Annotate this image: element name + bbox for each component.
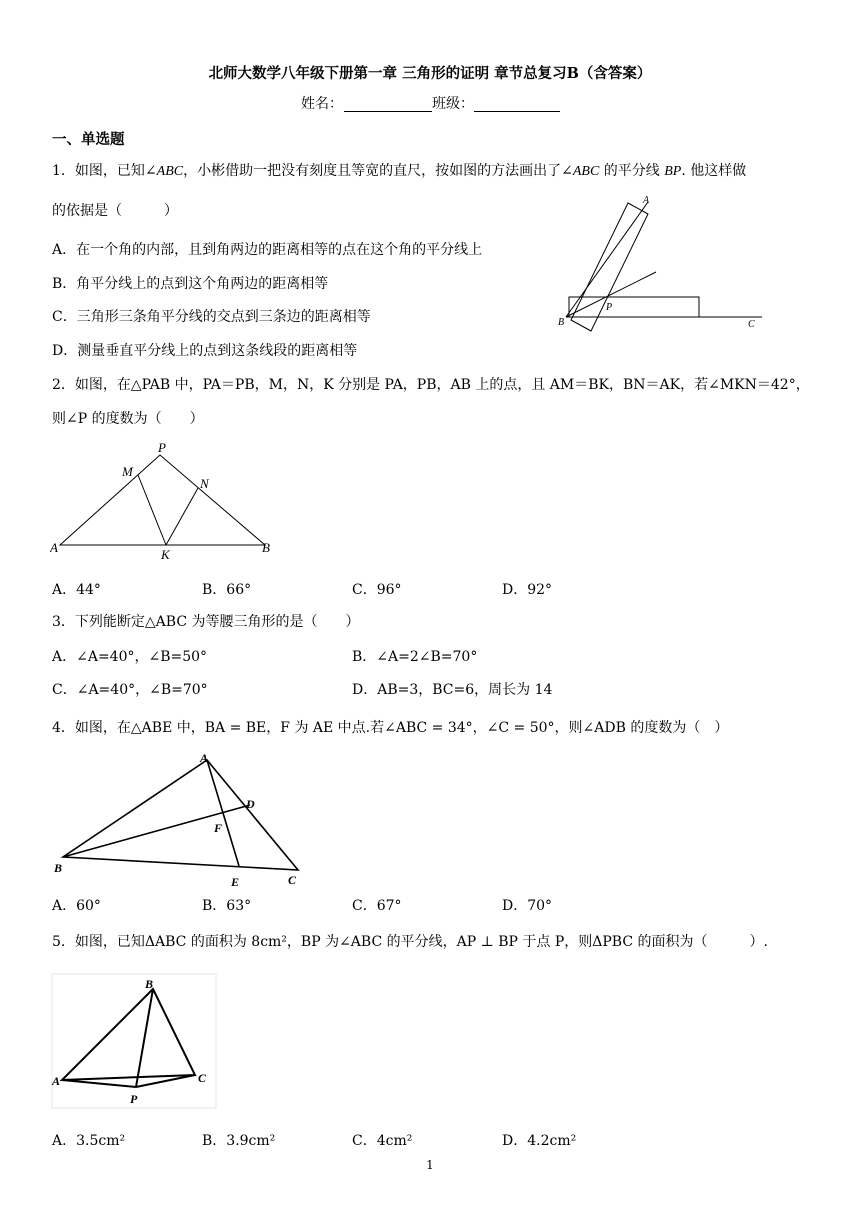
q1-label-p: P [606, 302, 613, 313]
q1-option-a[interactable]: A．在一个角的内部，且到角两边的距离相等的点在这个角的平分线上 [52, 242, 483, 258]
q5-label-c: C [198, 1071, 207, 1085]
q2-option-d[interactable]: D．92° [502, 582, 553, 598]
q4-option-b[interactable]: B．63° [202, 898, 252, 914]
q2-label-k: K [161, 547, 170, 562]
q4-option-c[interactable]: C．67° [352, 898, 402, 914]
name-blank[interactable] [344, 111, 432, 112]
q5-label-a: A [52, 1074, 61, 1088]
q5-label-p: P [130, 1092, 138, 1106]
q1-figure [556, 190, 766, 335]
q2-triangle-pab [60, 455, 265, 545]
q2-option-c[interactable]: C．96° [352, 582, 402, 598]
q1-option-c[interactable]: C．三角形三条角平分线的交点到三条边的距离相等 [52, 309, 371, 325]
q4-figure [50, 750, 310, 890]
q1-bp: BP [664, 164, 682, 179]
q5-figure [50, 972, 220, 1112]
q1-line2: 的依据是（ ） [52, 203, 178, 219]
q2-option-a[interactable]: A．44° [52, 582, 101, 598]
q4-option-d[interactable]: D．70° [502, 898, 553, 914]
q2-label-n: N [200, 476, 209, 491]
q2-label-m: M [122, 464, 133, 479]
q1-text-a: 如图，已知∠ [74, 163, 157, 179]
q2-line2: 则∠P 的度数为（ ） [52, 411, 204, 427]
q4-option-a[interactable]: A．60° [52, 898, 101, 914]
q5-option-a[interactable]: A．3.5cm² [52, 1133, 126, 1149]
q1-abc1: ABC [156, 164, 184, 179]
q1-abc2: ABC [572, 164, 600, 179]
q3-option-c[interactable]: C．∠A=40°，∠B=70° [52, 682, 208, 698]
q5-option-b[interactable]: B．3.9cm² [202, 1133, 276, 1149]
q5-figure-frame [52, 974, 216, 1108]
q4-label-d: D [246, 797, 255, 811]
section-heading: 一、单选题 [52, 131, 125, 148]
q1-text-d: . 他这样做 [681, 163, 747, 179]
q4-label-e: E [231, 875, 240, 889]
q5-line1: 5．如图，已知ΔABC 的面积为 8cm²，BP 为∠ABC 的平分线，AP ⊥ BP 于点 P，则ΔPBC 的面积为（ ）. [52, 934, 768, 950]
q3-option-d[interactable]: D．AB=3，BC=6，周长为 14 [352, 682, 553, 698]
q4-label-c: C [288, 873, 297, 887]
q4-label-a: A [200, 751, 209, 765]
q1-num: 1． [52, 163, 75, 179]
q1-line1 [52, 161, 746, 182]
q2-segment-nk [166, 488, 198, 545]
q4-label-b: B [54, 861, 63, 875]
class-blank[interactable] [474, 111, 560, 112]
q1-ray-ba [566, 202, 648, 317]
name-label: 姓名： [301, 96, 343, 112]
q2-label-b: B [262, 540, 270, 555]
q1-label-a: A [643, 195, 650, 206]
q1-text-c: 的平分线 [599, 163, 665, 179]
q2-line1: 2．如图，在△PAB 中，PA＝PB，M，N，K 分别是 PA，PB，AB 上的点，且 AM＝BK，BN＝AK，若∠MKN＝42°， [52, 377, 810, 393]
q5-option-c[interactable]: C．4cm² [352, 1133, 413, 1149]
q1-label-c: C [748, 319, 755, 330]
q1-ruler-horizontal [569, 297, 699, 317]
q5-triangle-abc [62, 989, 195, 1080]
q1-label-b: B [558, 317, 565, 328]
q1-option-b[interactable]: B．角平分线上的点到这个角两边的距离相等 [52, 276, 329, 292]
q2-label-a: A [50, 540, 58, 555]
q1-text-b: ，小彬借助一把没有刻度且等宽的直尺，按如图的方法画出了∠ [183, 163, 573, 179]
q1-option-d[interactable]: D．测量垂直平分线上的点到这条线段的距离相等 [52, 343, 358, 359]
page-title: 北师大数学八年级下册第一章 三角形的证明 章节总复习B（含答案） [208, 65, 652, 82]
q4-triangle-abc [63, 760, 298, 870]
q4-line1: 4．如图，在△ABE 中，BA = BE，F 为 AE 中点.若∠ABC = 34°，∠C = 50°，则∠ADB 的度数为（ ） [52, 720, 729, 736]
page-number: 1 [426, 1158, 434, 1172]
q5-option-d[interactable]: D．4.2cm² [502, 1133, 577, 1149]
q2-figure [50, 438, 280, 563]
q2-option-b[interactable]: B．66° [202, 582, 252, 598]
class-label: 班级： [432, 96, 474, 112]
q5-label-b: B [145, 977, 154, 991]
q3-option-a[interactable]: A．∠A=40°，∠B=50° [52, 649, 208, 665]
q3-line1: 3．下列能断定△ABC 为等腰三角形的是（ ） [52, 614, 360, 630]
q4-label-f: F [214, 821, 223, 835]
q2-segment-mk [138, 475, 166, 545]
q5-segment-ap [62, 1080, 136, 1087]
q2-label-p: P [158, 440, 166, 455]
q3-option-b[interactable]: B．∠A=2∠B=70° [352, 649, 478, 665]
